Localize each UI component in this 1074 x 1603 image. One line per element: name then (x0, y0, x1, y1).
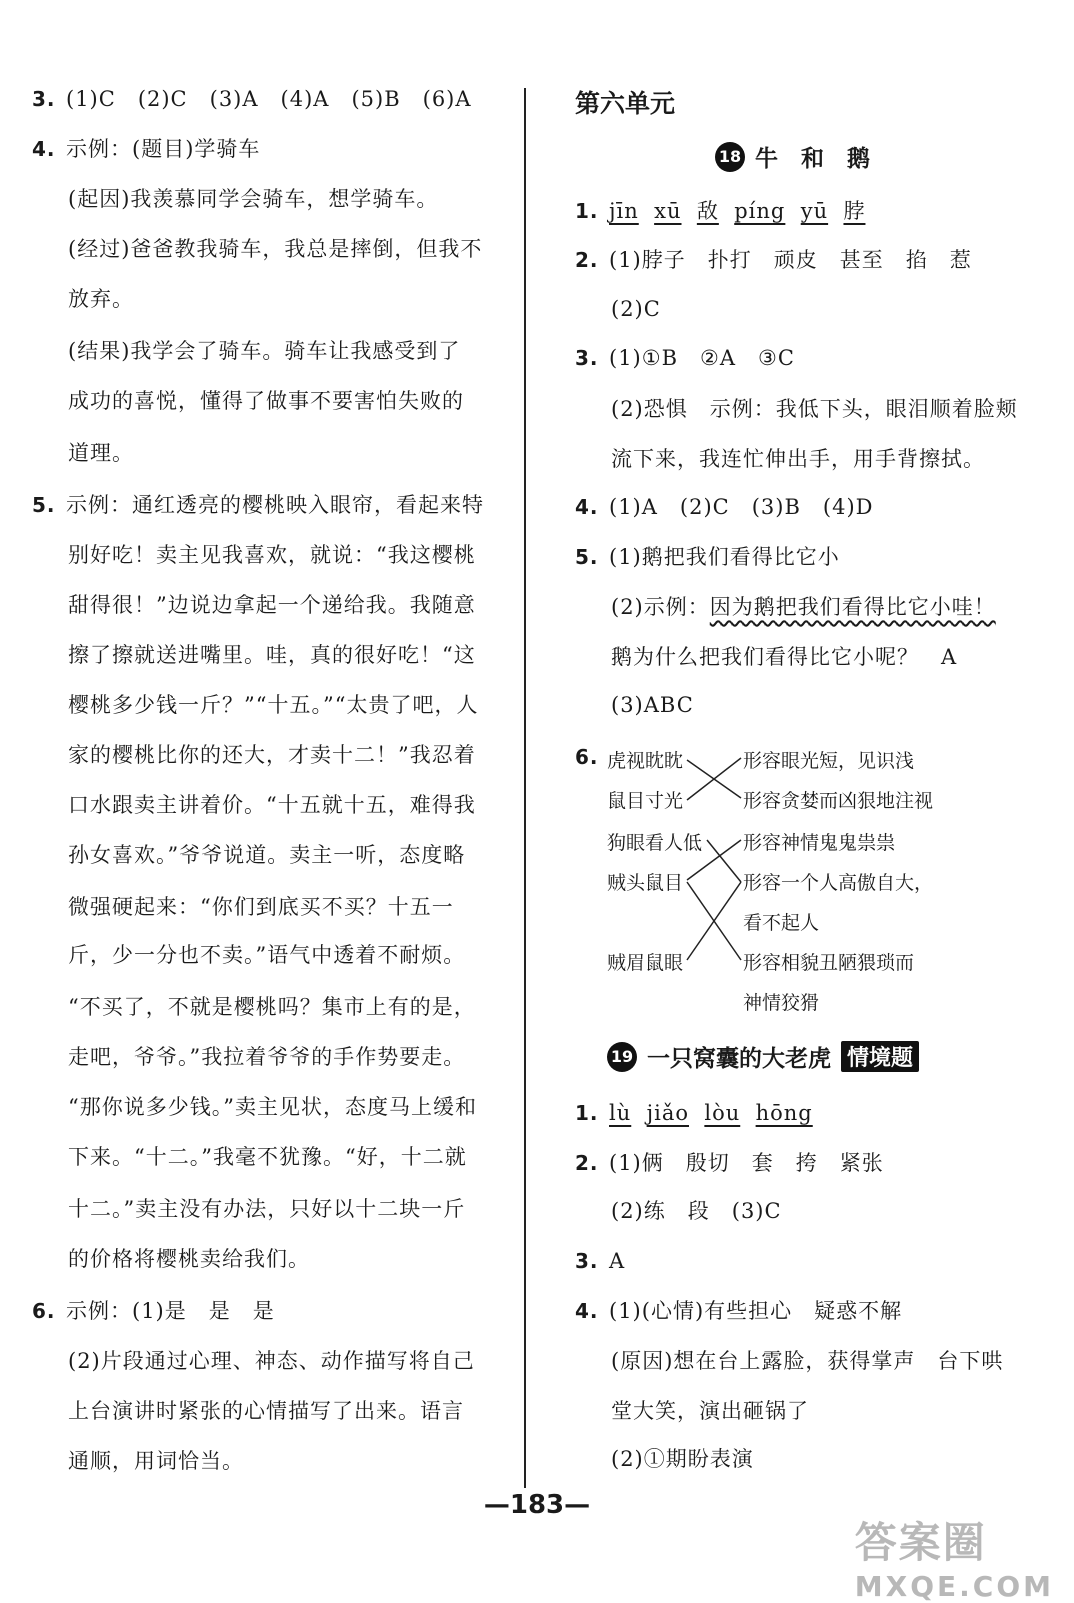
page-number: —183— (483, 1490, 591, 1520)
answer-text: (经过)爸爸教我骑车，我总是摔倒，但我不 (68, 237, 483, 261)
answer-text: 十二。”卖主没有办法，只好以十二块一斤 (68, 1197, 466, 1221)
answer-text: 下来。“十二。”我毫不犹豫。“好，十二就 (68, 1145, 467, 1169)
match-right-item: 形容神情鬼鬼祟祟 (743, 832, 896, 854)
answer-line (32, 1346, 475, 1376)
answer-text: 放弃。 (68, 287, 134, 311)
answer-line: (原因)想在台上露脸，获得掌声 台下哄 (611, 1349, 1004, 1373)
answer-line: 1. lù jiǎo lòu hōng (575, 1101, 813, 1125)
match-right-item: 形容一个人高傲自大， (743, 872, 934, 894)
scenario-tag: 情境题 (841, 1041, 919, 1072)
answer-text: 的价格将樱桃卖给我们。 (68, 1247, 310, 1271)
answer-line: 3. A (575, 1249, 626, 1273)
answer-line: 堂大笑，演出砸锅了 (611, 1399, 809, 1423)
answer-line (32, 992, 476, 1022)
match-right-item: 神情狡猾 (743, 992, 820, 1014)
answer-text: 示例：(1)是 是 是 (66, 1299, 275, 1323)
matching-lines (575, 0, 1025, 1100)
match-right-item: 形容相貌丑陋猥琐而 (743, 952, 915, 974)
answer-text: 斤，少一分也不卖。”语气中透着不耐烦。 (68, 943, 466, 967)
answer-text: 擦了擦就送进嘴里。哇，真的很好吃！“这 (68, 643, 476, 667)
answer-line: 4. (1)(心情)有些担心 疑惑不解 (575, 1299, 903, 1323)
answer-line: (2)C (611, 297, 661, 321)
answer-line (32, 1446, 244, 1476)
answer-line: (2)练 段 (3)C (611, 1199, 782, 1223)
lesson-number-badge: 19 (607, 1042, 637, 1072)
answer-line (32, 892, 454, 922)
answer-line (32, 184, 438, 214)
answer-line (32, 284, 134, 314)
answer-text: (1)C (2)C (3)A (4)A (5)B (6)A (66, 87, 472, 111)
answer-line (32, 438, 134, 468)
match-left-item: 贼眉鼠眼 (607, 952, 684, 974)
answer-text: 家的樱桃比你的还大，才卖十二！”我忍着 (68, 743, 476, 767)
answer-text: 通顺，用词恰当。 (68, 1449, 244, 1473)
answer-text: 示例：通红透亮的樱桃映入眼帘，看起来特 (66, 493, 484, 517)
answer-text: 道理。 (68, 441, 134, 465)
match-left-item: 狗眼看人低 (607, 832, 703, 854)
answer-text: (结果)我学会了骑车。骑车让我感受到了 (68, 339, 461, 363)
answer-line: (2)示例：因为鹅把我们看得比它小哇！ (611, 595, 996, 619)
answer-text: 甜得很！”边说边拿起一个递给我。我随意 (68, 593, 476, 617)
answer-line (32, 134, 260, 164)
answer-line (32, 336, 460, 366)
answer-text: 别好吃！卖主见我喜欢，就说：“我这樱桃 (68, 543, 476, 567)
answer-text: 成功的喜悦，懂得了做事不要害怕失败的 (68, 389, 464, 413)
answer-line: 1. jīn xū 敌 píng yū 脖 (575, 199, 866, 223)
question-number: 5. (32, 493, 56, 517)
match-left-item: 虎视眈眈 (607, 750, 684, 772)
answer-line (32, 1244, 310, 1274)
answer-line (32, 490, 484, 520)
match-right-item: 看不起人 (743, 912, 820, 934)
answer-line: 5. (1)鹅把我们看得比它小 (575, 545, 840, 569)
lesson-title: 牛 和 鹅 (755, 146, 870, 172)
lesson-number-badge: 18 (715, 142, 745, 172)
lesson-title: 一只窝囊的大老虎 (647, 1046, 831, 1072)
answer-text: (2)片段通过心理、神态、动作描写将自己 (68, 1349, 475, 1373)
answer-line (32, 1296, 275, 1326)
answer-line: 3. (1)①B ②A ③C (575, 346, 795, 370)
watermark (855, 1510, 1054, 1603)
answer-line: (2)①期盼表演 (611, 1447, 754, 1471)
answer-line (32, 234, 482, 264)
answer-line: 2. (1)脖子 扑打 顽皮 甚至 掐 惹 (575, 248, 972, 272)
answer-line: (2)恐惧 示例：我低下头，眼泪顺着脸颊 (611, 397, 1018, 421)
answer-line (32, 740, 476, 770)
answer-text: 上台演讲时紧张的心情描写了出来。语言 (68, 1399, 464, 1423)
answer-text: 走吧，爷爷。”我拉着爷爷的手作势要走。 (68, 1045, 466, 1069)
match-left-item: 鼠目寸光 (607, 790, 684, 812)
unit-title: 第六单元 (575, 89, 676, 118)
answer-line (32, 790, 476, 820)
answer-text: “那你说多少钱。”卖主见状，态度马上缓和 (68, 1095, 477, 1119)
question-number: 3. (32, 87, 56, 111)
answer-line (32, 940, 465, 970)
answer-text: 孙女喜欢。”爷爷说道。卖主一听，态度略 (68, 843, 466, 867)
match-right-item: 形容贪婪而凶狠地注视 (743, 790, 934, 812)
answer-line (32, 1042, 465, 1072)
answer-line (32, 386, 464, 416)
answer-line: 2. (1)俩 殷切 套 挎 紧张 (575, 1151, 884, 1175)
answer-line (32, 690, 478, 720)
watermark-logo-text: 答案圈 (854, 1518, 987, 1567)
answer-line (32, 540, 476, 570)
lesson-19-heading (607, 1040, 919, 1073)
answer-line (32, 590, 476, 620)
answer-line: 4. (1)A (2)C (3)B (4)D (575, 495, 874, 519)
answer-line (32, 1396, 464, 1426)
answer-line: 鹅为什么把我们看得比它小呢？ A (611, 645, 958, 669)
answer-text: 示例：(题目)学骑车 (66, 137, 261, 161)
answer-line (32, 84, 472, 114)
question-number: 6. (32, 1299, 56, 1323)
column-divider (524, 88, 526, 1488)
watermark-url: MXQE.COM (854, 1570, 1054, 1603)
answer-line (32, 1194, 465, 1224)
answer-line: (3)ABC (611, 693, 694, 717)
match-left-item: 贼头鼠目 (607, 872, 684, 894)
answer-line: 6. (575, 745, 599, 769)
answer-line (32, 640, 476, 670)
answer-text: 口水跟卖主讲着价。“十五就十五，难得我 (68, 793, 476, 817)
answer-text: (起因)我羡慕同学会骑车，想学骑车。 (68, 187, 439, 211)
match-right-item: 形容眼光短，见识浅 (743, 750, 915, 772)
answer-text: 樱桃多少钱一斤？”“十五。”“太贵了吧，人 (68, 693, 479, 717)
answer-line (32, 1142, 467, 1172)
question-number: 4. (32, 137, 56, 161)
answer-text: 微强硬起来：“你们到底买不买？十五一 (68, 895, 454, 919)
answer-text: “不买了，不就是樱桃吗？集市上有的是， (68, 995, 476, 1019)
answer-line (32, 1092, 477, 1122)
answer-line (32, 840, 465, 870)
answer-line: 流下来，我连忙伸出手，用手背擦拭。 (611, 447, 985, 471)
